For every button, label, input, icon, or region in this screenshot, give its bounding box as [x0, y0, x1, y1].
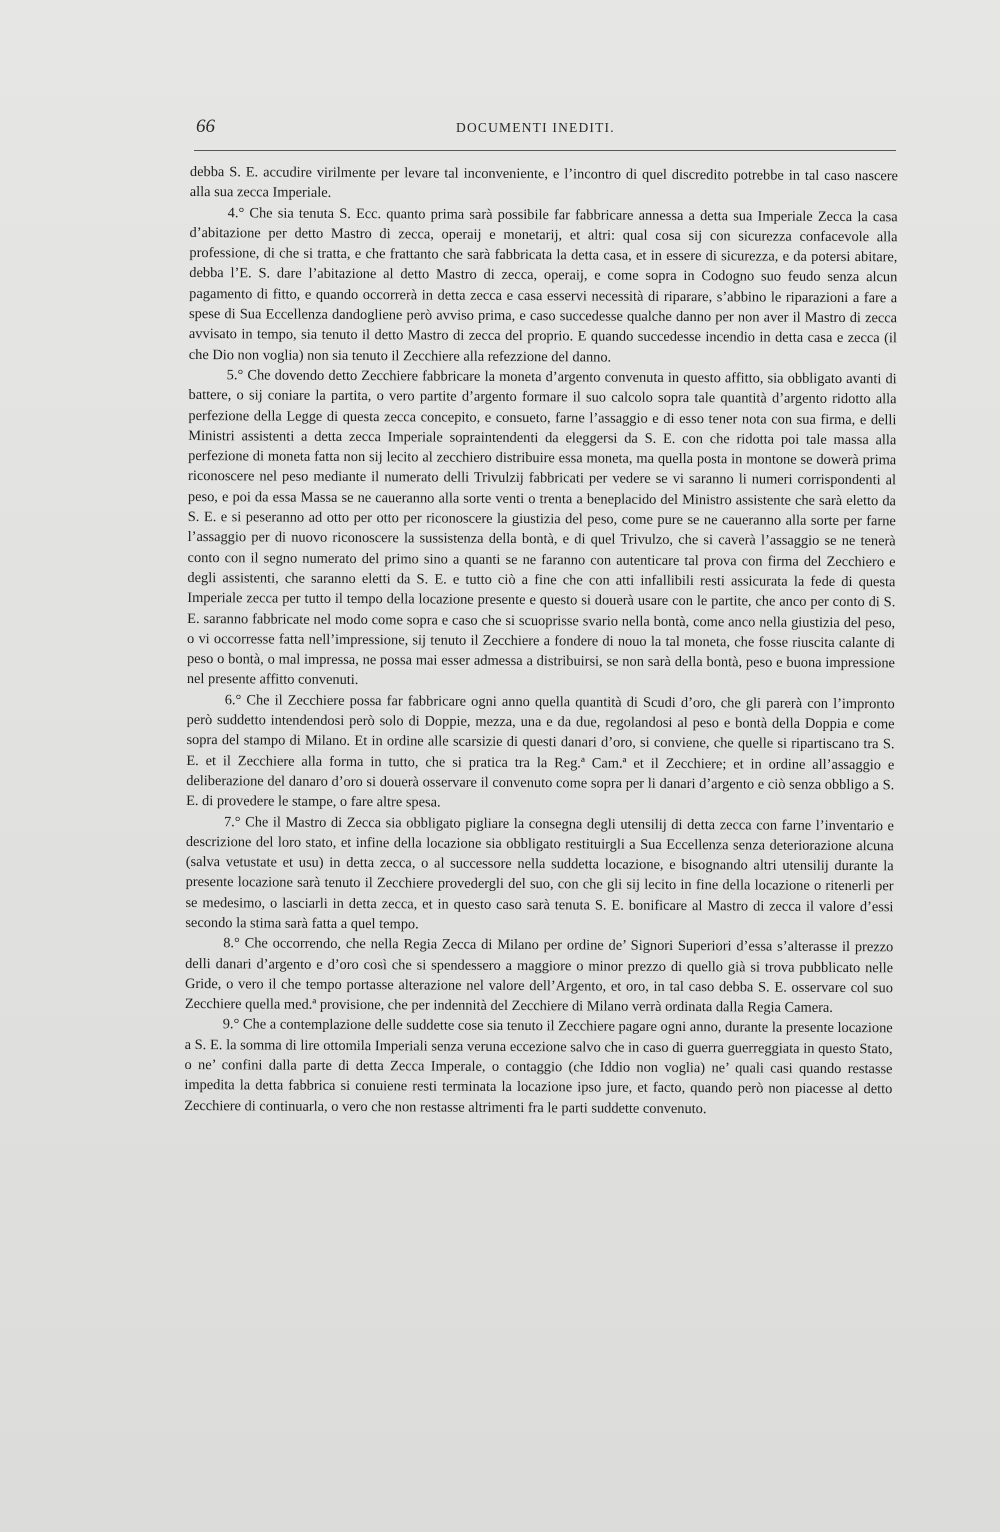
body-text [184, 162, 898, 1120]
header-rule [194, 150, 896, 151]
page-header [196, 112, 896, 146]
paragraph-continuation: debba S. E. accudire virilmente per levare tal inconveniente, e l’incontro di quel discredito potrebbe in tal caso nascere alla sua zecca Imperiale. [189, 163, 898, 202]
paragraph-article-5: 5.° Che dovendo detto Zecchiere fabbricare la moneta d’argento convenuta in questo affitto, sia obbligato avanti di battere, o sij coniare la partita, o vero partite d’argento formare il suo calcolo sopra tale quantità d’argento ridotto alla perfezione della Legge di questa zecca concepito, e consueto, farne l’assaggio e di esso tener nota con sua firma, e delli Ministri assistenti a detta zecca Imperiale sopraintendenti da eleggersi da S. E. con che ridotta poi tale massa alla perfezione di moneta fatta non sij lecito al zecchiero distribuire essa moneta, ma quella posta in montone se dowerà prima riconoscere nel peso mediante il numerato delli Trivulzij fabbricati per vedere se vi saranno li numeri corrispondenti al peso, e poi da essa Massa se ne caueranno alla sorte venti o trenta a beneplacido del Ministro assistente che sarà eletto da S. E. e si peseranno ad otto per otto per riconoscere la giustizia del peso, come pure se ne caueranno alla sorte per farne l’assaggio per di nuovo riconoscere la sussistenza della bontà, e di quel Trivulzo, che si caverà l’assaggio se ne tenerà conto con il segno numerato del primo sino a quanti se ne faranno con autenticare tal prova con firma del Zecchiero e degli assistenti, che saranno eletti da S. E. e tutto ciò a fine che con atti infallibili resti assicurata la fede di questa Imperiale zecca per tutto il tempo della locazione presente e questo si douerà usare con le partite, che anco per conto di S. E. saranno fabbricate nel modo come sopra e caso che si scuoprisse svario nella bontà, come anco nella giustizia del peso, o vi occorresse fatta nell’impressione, sij tenuto il Zecchiere a fondere di nouo la tal moneta, che fosse riuscita calante di peso o bontà, o mal impressa, ne possa mai esser admessa a distribuirsi, se non sarà della bontà, peso e buona impressione nel presente affitto convenuti. [186, 367, 897, 689]
paragraph-article-6: 6.° Che il Zecchiere possa far fabbricare ogni anno quella quantità di Scudi d’oro, che gli parerà con l’impronto però suddetto intendendosi però solo di Doppie, mezza, una e da due, regolandosi al peso e bontà della Doppia e come sopra del stampo di Milano. Et in ordine alle scarsizie di questi danari d’oro, si conviene, che quelle si ripartiscano tra S. E. et il Zecchiere alla forma in tutto, che si pratica tra la Reg.ª Cam.ª et il Zecchiere; et in ordine all’assaggio e deliberazione del danaro d’oro si douerà osservare il convenuto come sopra per li danari d’argento e ciò senza obbligo a S. E. di provedere le stampe, o fare altre spesa. [186, 691, 895, 811]
paragraph-article-8: 8.° Che occorrendo, che nella Regia Zecca di Milano per ordine de’ Signori Superiori d’essa s’alterasse il prezzo delli danari d’argento e d’oro così che si spendessero a maggiore o minor prezzo di quello già si trova pubblicato nelle Gride, o vero il che tempo portasse alterazione nel valore dell’Argento, et oro, in tal caso debba S. E. osservare col suo Zecchiere quella med.ª provisione, che per indennità del Zecchiere di Milano verrà ordinata dalla Regia Camera. [184, 935, 894, 1017]
running-head: DOCUMENTI INEDITI. [456, 120, 615, 135]
paragraph-article-9: 9.° Che a contemplazione delle suddette cose sia tenuto il Zecchiere pagare ogni anno, durante la presente locazione a S. E. la somma di lire ottomila Imperiali senza veruna eccezione salvo che in caso di guerra guerreggiata in questo Stato, o ne’ confini dalla parte di detta Zecca Imperale, o contaggio (che Iddio non voglia) ne’ quali casi quando restasse impedita la detta fabbrica si conuiene resti terminata la locazione ipso jure, et facto, quando però non piacesse al detto Zecchiere di continuarla, o vero che non restasse altrimenti fra le parti suddette convenuto. [184, 1016, 893, 1117]
paragraph-article-7: 7.° Che il Mastro di Zecca sia obbligato pigliare la consegna degli utensilij di detta zecca con farne l’inventario e descrizione del loro stato, et infine della locazione sia obbligato restituirgli a Sua Eccellenza senza deteriorazione alcuna (salva vetustate et usu) in detta zecca, o al successore nella suddetta locazione, e bisognando altri utensilij durante la presente locazione sarà tenuto il Zecchiere provedergli del suo, con che gli sij lecito in fine della locazione o ritenerli per se medesimo, o lasciarli in detta zecca, et in questo caso sarà tenuta S. E. bonificare al Mastro di zecca il valore d’essi secondo la stima sarà fatta a quel tempo. [185, 813, 895, 933]
page-number: 66 [196, 116, 215, 137]
paragraph-article-4: 4.° Che sia tenuta S. Ecc. quanto prima sarà possibile far fabbricare annessa a detta sua Imperiale Zecca la casa d’abitazione per detto Mastro di zecca, operaij e monetarij, et altri: qual cosa sij con sicurezza confacevole alla professione, di che si tratta, e che frattanto che sarà fabbricata la detta casa, et in essere di sicurezza, e da potersi abitare, debba l’E. S. dare l’abitazione al detto Mastro di zecca, operaij, e come sopra in Codogno suo feudo senza alcun pagamento di fitto, e quando occorrerà in detta zecca e casa esservi necessità di riparare, s’abbino le riparazioni a fare a spese di Sua Eccellenza dandogliene però avviso prima, e caso succedesse qualche danno per non aver il Mastro di zecca avvisato in tempo, sia tenuto il detto Mastro di zecca del proprio. E quando succedesse incendio in detta casa e zecca (il che Dio non voglia) non sia tenuto il Zecchiere alla refezzione del danno. [188, 204, 898, 366]
